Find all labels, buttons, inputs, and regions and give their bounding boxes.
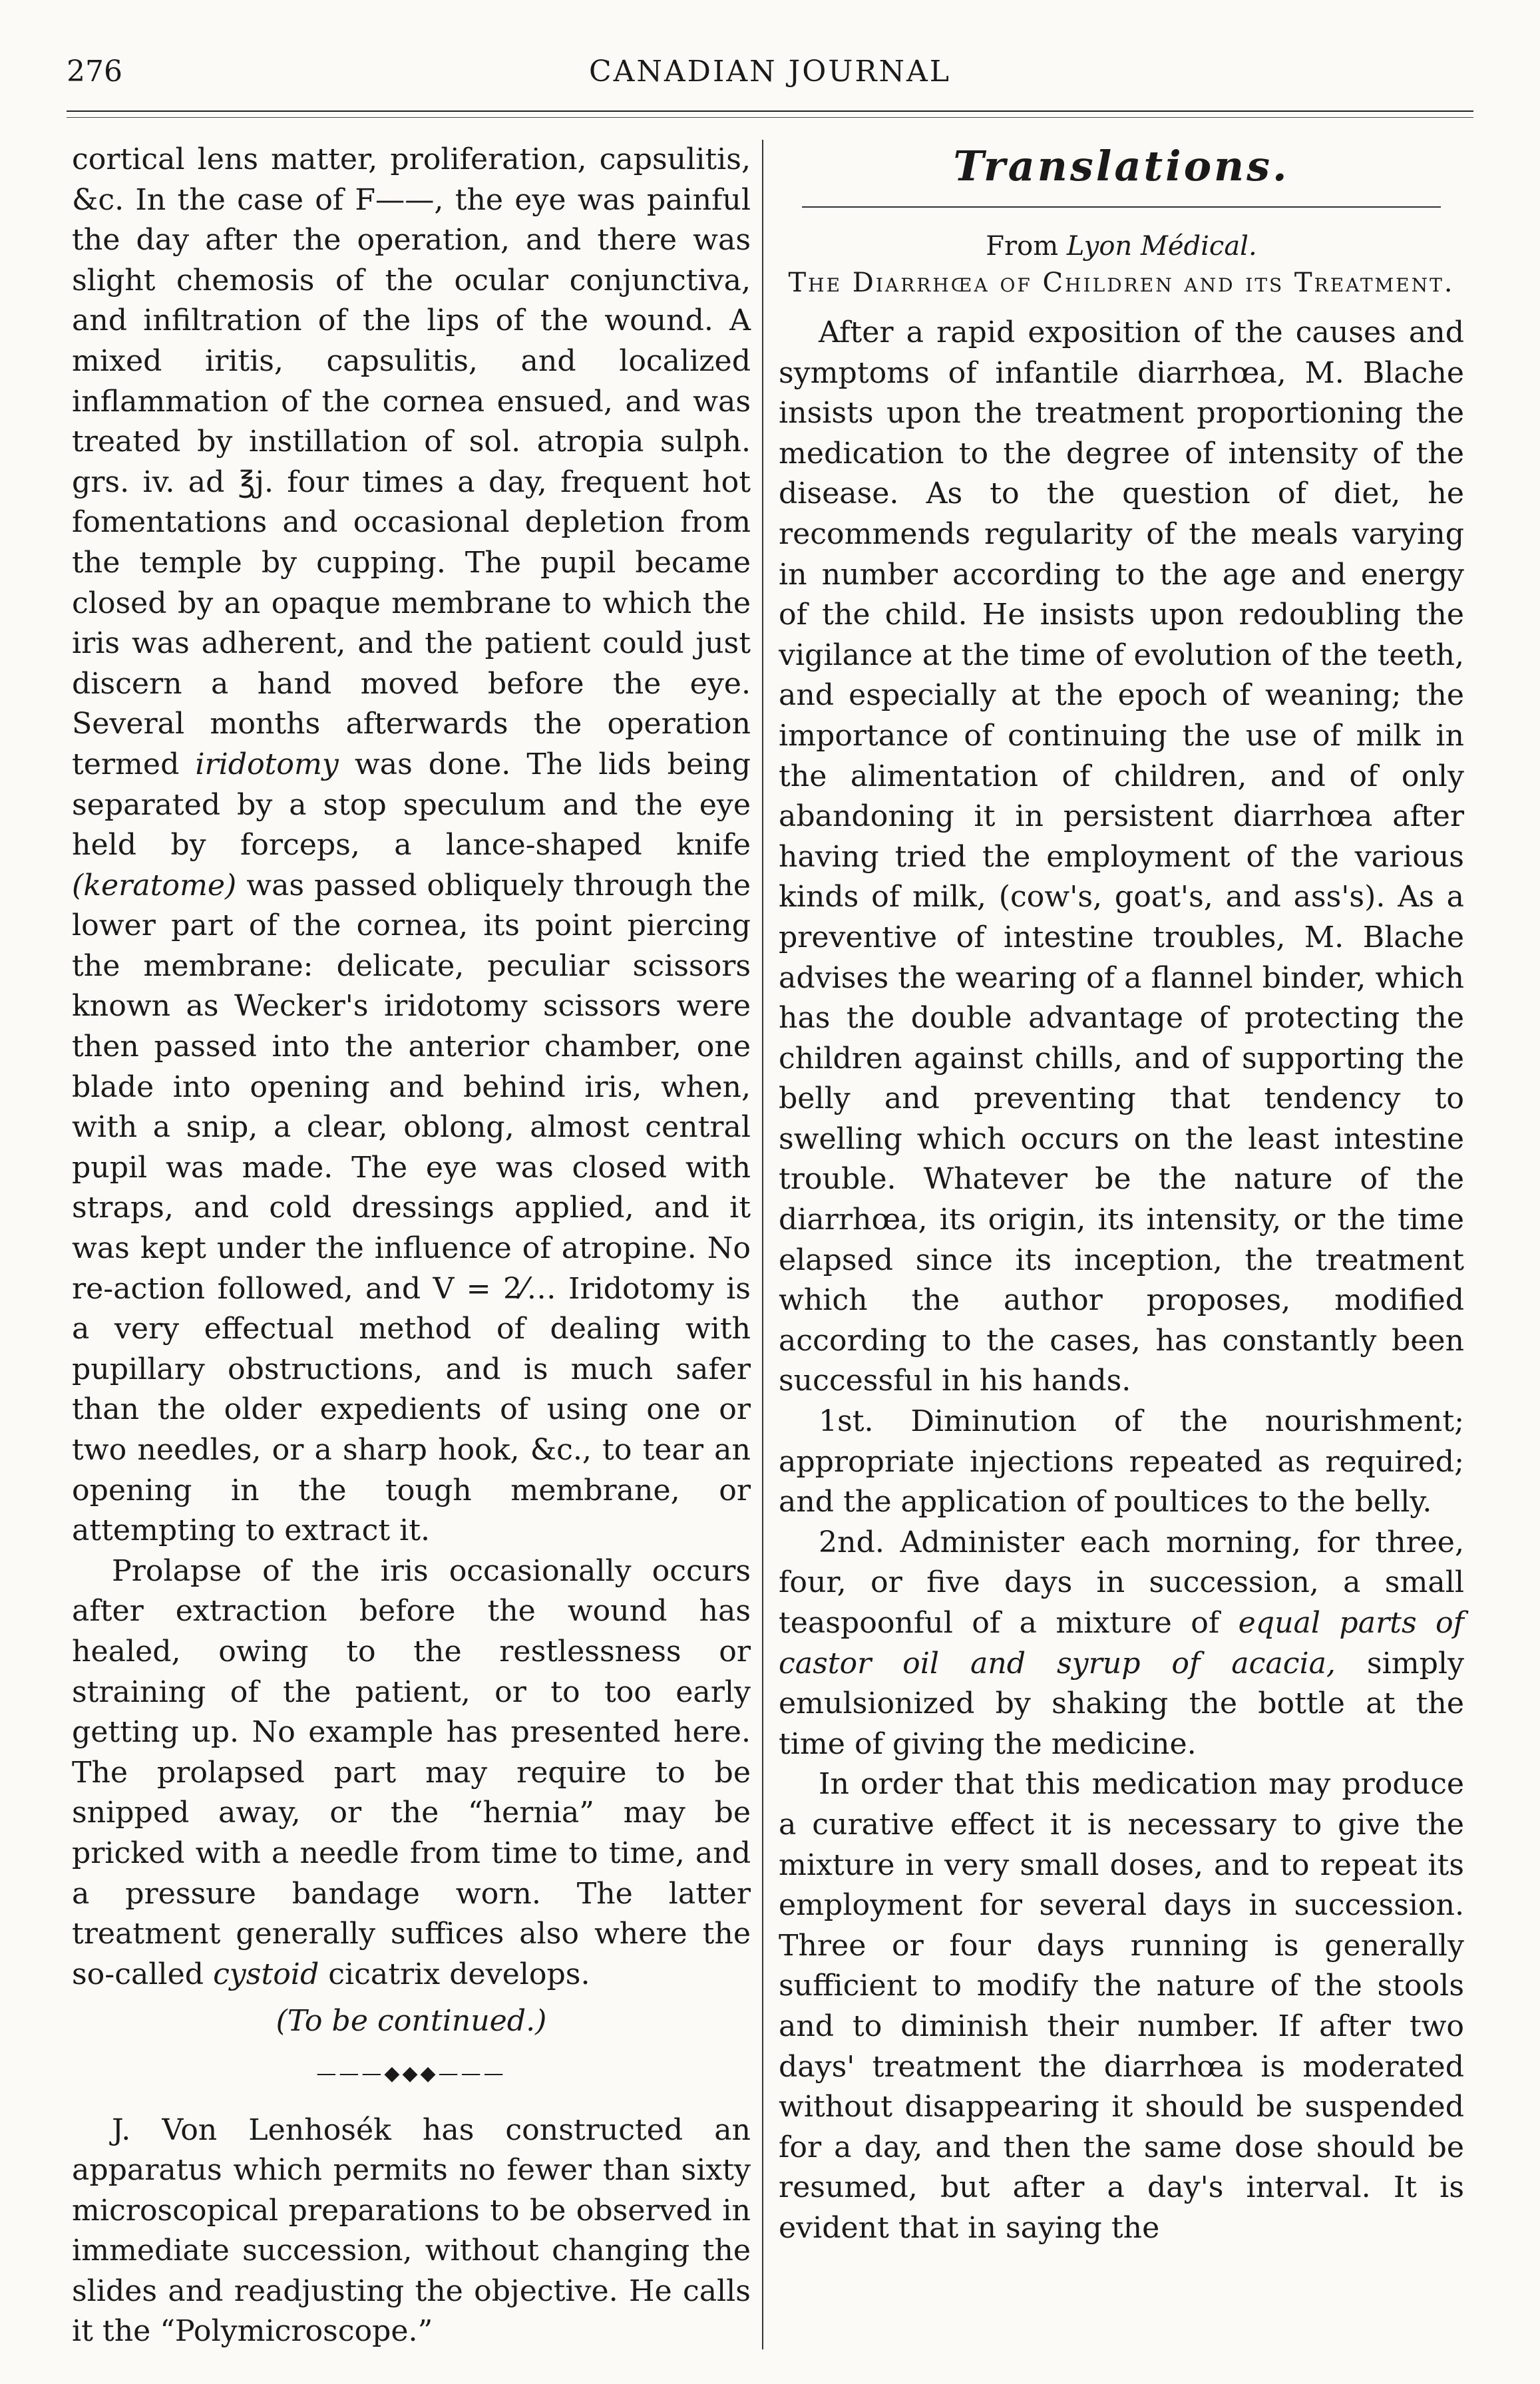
right-paragraph-3: 2nd. Administer each morning, for three, four, or five days in succession, a small teaspoonful of a mixture of equal parts of castor oil and syrup of acacia, simply emulsionized by shaking the bottle at the time of giving the medicine.: [779, 1525, 1464, 1761]
column-divider: [762, 140, 763, 2349]
emphasis-iridotomy: iridotomy: [195, 747, 339, 781]
right-column: [779, 140, 1464, 2249]
running-head: CANADIAN JOURNAL: [588, 55, 952, 89]
page-header: [67, 55, 1473, 108]
left-paragraph-3: J. Von Lenhosék has constructed an apparatus which permits no fewer than sixty microscopical preparations to be observed in immediate succession, without changing the slides and readjusting the objective. He calls it the “Polymicroscope.”: [72, 2112, 751, 2349]
ornament-divider: ———◆◆◆———: [316, 2061, 506, 2085]
emphasis-castor-oil: equal parts of castor oil and syrup of acacia,: [779, 1606, 1464, 1681]
left-paragraph-1: cortical lens matter, proliferation, capsulitis, &c. In the case of F——, the eye was painful the day after the operation, and there was slight chemosis of the ocular conjunctiva, and infiltration of the lips of the wound. A mixed iritis, capsulitis, and localized inflammation of the cornea ensued, and was treated by instillation of sol. atropia sulph. grs. iv. ad ℥j. four times a day, frequent hot fomentations and occasional depletion from the temple by cupping. The pupil became closed by an opaque membrane to which the iris was adherent, and the patient could just discern a hand moved before the eye. Several months afterwards the operation termed iridotomy was done. The lids being separated by a stop speculum and the eye held by forceps, a lance-shaped knife (keratome) was passed obliquely through the lower part of the cornea, its point piercing the membrane: delicate, peculiar scissors known as Wecker's iridotomy scissors were then passed into the anterior chamber, one blade into opening and behind iris, when, with a snip, a clear, oblong, almost central pupil was made. The eye was closed with straps, and cold dressings applied, and it was kept under the influence of atropine. No re-action followed, and V = 2⁄… Iridotomy is a very effectual method of dealing with pupillary obstructions, and is much safer than the older expedients of using one or two needles, or a sharp hook, &c., to tear an opening in the tough membrane, or attempting to extract it.: [72, 142, 751, 1548]
section-title: Translations.: [953, 142, 1290, 190]
emphasis-cystoid: cystoid: [213, 1957, 319, 1991]
source-line: From Lyon Médical.: [986, 231, 1257, 262]
section-title-rule: [802, 206, 1441, 208]
left-column: [72, 140, 751, 2352]
article-title: The Diarrhœa of Children and its Treatment.: [788, 268, 1455, 298]
emphasis-keratome: (keratome): [72, 868, 237, 902]
right-paragraph-2: 1st. Diminution of the nourishment; appropriate injections repeated as required; and the application of poultices to the belly.: [779, 1404, 1464, 1519]
right-paragraph-1: After a rapid exposition of the causes and symptoms of infantile diarrhœa, M. Blache insists upon the treatment proportioning the medication to the degree of intensity of the disease. As to the question of diet, he recommends regularity of the meals varying in number according to the age and energy of the child. He insists upon redoubling the vigilance at the time of evolution of the teeth, and especially at the epoch of weaning; the importance of continuing the use of milk in the alimentation of children, and of only abandoning it in persistent diarrhœa after having tried the employment of the various kinds of milk, (cow's, goat's, and ass's). As a preventive of intestine troubles, M. Blache advises the wearing of a flannel binder, which has the double advantage of protecting the children against chills, and of supporting the belly and preventing that tendency to swelling which occurs on the least intestine trouble. Whatever be the nature of the diarrhœa, its origin, its intensity, or the time elapsed since its inception, the treatment which the author proposes, modified according to the cases, has constantly been successful in his hands.: [779, 315, 1464, 1398]
to-be-continued: (To be continued.): [276, 2004, 547, 2039]
right-paragraph-4: In order that this medication may produce a curative effect it is necessary to give the mixture in very small doses, and to repeat its employment for several days in succession. Three or four days running is generally sufficient to modify the nature of the stools and to diminish their number. If after two days' treatment the diarrhœa is moderated without disappearing it should be suspended for a day, and then the same dose should be resumed, but after a day's interval. It is evident that in saying the: [779, 1767, 1464, 2245]
header-rule: [67, 110, 1473, 112]
header-rule-thin: [67, 117, 1473, 118]
page-number: 276: [67, 55, 122, 89]
left-paragraph-2: Prolapse of the iris occasionally occurs after extraction before the wound has healed, owing to the restlessness or straining of the patient, or to too early getting up. No example has presented here. The prolapsed part may require to be snipped away, or the “hernia” may be pricked with a needle from time to time, and a pressure bandage worn. The latter treatment generally suffices also where the so-called cystoid cicatrix develops.: [72, 1553, 751, 1991]
